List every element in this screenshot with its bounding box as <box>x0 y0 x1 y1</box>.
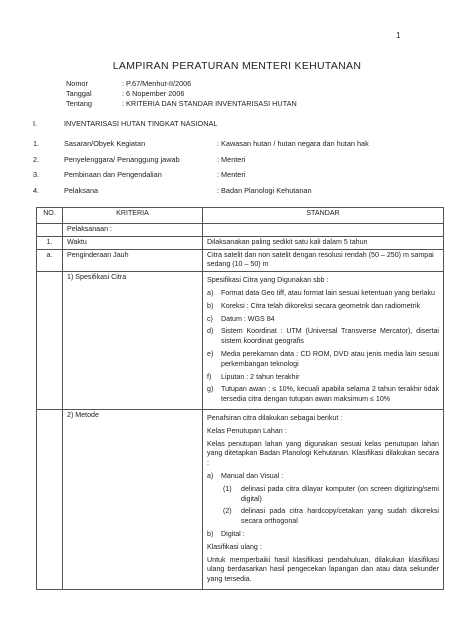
table-row <box>37 409 444 589</box>
line-label: Pembinaan dan Pengendalian <box>64 170 162 179</box>
section-title: INVENTARISASI HUTAN TINGKAT NASIONAL <box>64 119 218 128</box>
meta-value-tanggal: : 6 Nopember 2006 <box>122 89 185 98</box>
meta-value-tentang: : KRITERIA DAN STANDAR INVENTARISASI HUTAN <box>122 99 297 108</box>
ulang-title: Klasifikasi ulang : <box>207 542 262 551</box>
line-value: : Menteri <box>217 170 246 179</box>
table-row <box>37 249 444 272</box>
row-standar: Dilaksanakan paling sedikit satu kali dalam 5 tahun <box>203 236 444 249</box>
list-item: d) Sistem Koordinat : UTM (Universal Transverse Mercator), disertai sistem koordinat geografis <box>207 327 439 346</box>
pelaksanaan-label: Pelaksanaan : <box>63 224 203 237</box>
kelas-text: Kelas penutupan lahan yang digunakan sesuai kelas penutupan lahan yang ditetapkan Badan Planologi Kehutanan. Klasifikasi dilakukan secara : <box>207 439 439 468</box>
ulang-text: Untuk memperbaiki hasil klasifikasi pendahuluan, dilakukan klasifikasi ulang berdasarkan hasil pengecekan lapangan dan atau data sekunder yang tersedia. <box>207 555 439 584</box>
meta-label-tanggal: Tanggal <box>66 89 92 98</box>
line-number: 1. <box>33 139 40 148</box>
metode-intro: Penafsiran citra dilakukan sebagai berikut : <box>207 413 343 422</box>
row-number: a. <box>37 249 63 272</box>
list-item: b) Digital : <box>207 529 245 538</box>
line-value: : Badan Planologi Kehutanan <box>217 186 312 195</box>
list-item: f) Liputan : 2 tahun terakhir <box>207 372 300 381</box>
table-row <box>37 224 444 237</box>
list-item: a) Manual dan Visual : <box>207 471 284 480</box>
line-number: 2. <box>33 155 40 164</box>
row-standar: Citra satelit dan non satelit dengan resolusi rendah (50 – 250) m sampai sedang (10 – 50) m <box>203 249 444 272</box>
table-row <box>37 272 444 410</box>
row-kriteria: Waktu <box>63 236 203 249</box>
row-standar <box>203 409 444 589</box>
list-item: (2) delinasi pada citra hardcopy/cetakan yang sudah dikoreksi secara orthogonal <box>223 507 439 526</box>
spek-intro: Spesifikasi Citra yang Digunakan sbb : <box>207 276 329 285</box>
table-header-row <box>37 208 444 224</box>
row-number: 1. <box>37 236 63 249</box>
line-number: 3. <box>33 170 40 179</box>
header-kriteria: KRITERIA <box>63 208 203 224</box>
page-title: LAMPIRAN PERATURAN MENTERI KEHUTANAN <box>112 60 362 72</box>
list-item: e) Media perekaman data : CD ROM, DVD atau jenis media lain sesuai perkembangan teknologi <box>207 349 439 368</box>
list-item: a) Format data Geo tiff, atau format lain sesuai ketentuan yang berlaku <box>207 288 435 297</box>
header-standar: STANDAR <box>203 208 444 224</box>
line-label: Sasaran/Obyek Kegiatan <box>64 139 146 148</box>
kelas-title: Kelas Penutupan Lahan : <box>207 426 287 435</box>
page-number: 1 <box>396 31 401 40</box>
line-number: 4. <box>33 186 40 195</box>
list-item: b) Koreksi : Citra telah dikoreksi secara geometrik dan radiometrik <box>207 301 421 310</box>
meta-label-tentang: Tentang <box>66 99 92 108</box>
list-item: c) Datum : WGS 84 <box>207 314 275 323</box>
row-kriteria: 1) Spesifikasi Citra <box>63 272 203 410</box>
meta-value-nomor: : P.67/Menhut-II/2006 <box>122 79 192 88</box>
line-label: Penyelenggara/ Penanggung jawab <box>64 155 180 164</box>
line-label: Pelaksana <box>64 186 99 195</box>
section-number: I. <box>33 119 38 128</box>
list-item: (1) delinasi pada citra dilayar komputer (on screen digitizing/semi digital) <box>223 484 439 503</box>
header-no: NO. <box>37 208 63 224</box>
row-kriteria: 2) Metode <box>63 409 203 589</box>
row-standar <box>203 272 444 410</box>
line-value: : Kawasan hutan / hutan negara dan hutan hak <box>217 139 369 148</box>
line-value: : Menteri <box>217 155 246 164</box>
meta-label-nomor: Nomor <box>66 79 88 88</box>
list-item: g) Tutupan awan : ≤ 10%, kecuali apabila selama 2 tahun terakhir tidak tersedia citra dengan tutupan awan maksimum ≤ 10% <box>207 385 439 404</box>
row-kriteria: Penginderaan Jauh <box>63 249 203 272</box>
table-row <box>37 236 444 249</box>
criteria-table <box>36 207 444 590</box>
